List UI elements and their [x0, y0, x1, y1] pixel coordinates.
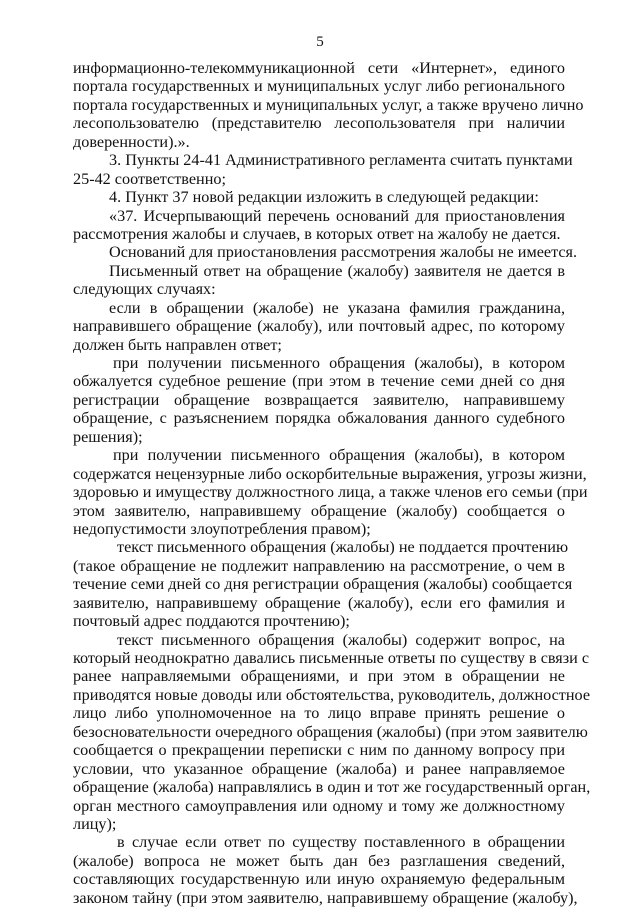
text-line: обжалуется судебное решение (при этом в течение семи дней со дня [73, 372, 565, 391]
text-line: если в обращении (жалобе) не указана фамилия гражданина, [109, 298, 565, 317]
text-line: обращение (жалоба) направлялись в один и тот же государственный орган, [73, 778, 591, 797]
text-line: лицу); [73, 814, 117, 833]
text-line: Письменный ответ на обращение (жалобу) заявителя не дается в [109, 261, 565, 280]
text-line: ранее направляемыми обращениями, и при этом в обращении не [73, 667, 565, 686]
text-line: доверенности).». [73, 132, 190, 151]
paragraph-case-secret [73, 833, 578, 907]
text-line: должен быть направлен ответ; [73, 335, 282, 354]
document-body [73, 59, 591, 907]
text-line: составляющих государственную или иную охраняемую федеральным [73, 870, 565, 889]
text-line: регистрации обращение возвращается заявителю, направившему [73, 390, 565, 409]
text-line: 4. Пункт 37 новой редакции изложить в следующей редакции: [109, 188, 539, 207]
text-line: недопустимости злоупотребления правом); [73, 519, 371, 538]
text-line: портала государственных и муниципальных услуг, а также вручено лично [73, 95, 584, 114]
text-line: лицо либо уполномоченное на то лицо вправе принять решение о [73, 704, 565, 723]
paragraph-case-court-decision [73, 354, 565, 446]
text-line: информационно-телекоммуникационной сети «Интернет», единого [73, 59, 565, 77]
text-line: этом заявителю, направившему обращение (жалобу) сообщается о [73, 501, 565, 520]
text-line: следующих случаях: [73, 280, 216, 299]
text-line: в случае если ответ по существу поставленного в обращении [117, 833, 565, 852]
text-line: текст письменного обращения (жалобы) не поддается прочтению [117, 538, 569, 557]
page-number: 5 [316, 34, 324, 50]
text-line: условии, что указанное обращение (жалоба) и ранее направляемое [73, 759, 565, 778]
text-line: здоровью и имуществу должностного лица, а также членов его семьи (при [73, 483, 588, 502]
paragraph-item-3 [73, 151, 573, 188]
text-line: рассмотрения жалобы и случаев, в которых ответ на жалобу не дается. [73, 224, 561, 243]
paragraph-case-offensive [73, 446, 588, 538]
text-line: Оснований для приостановления рассмотрения жалобы не имеется. [109, 243, 578, 262]
text-line: приводятся новые доводы или обстоятельства, руководитель, должностное [73, 685, 591, 704]
text-line: лесопользователю (представителю лесопользователя при наличии [73, 114, 565, 133]
text-line: сообщается о прекращении переписки с ним по данному вопросу при [73, 741, 565, 760]
text-line: 3. Пункты 24-41 Административного регламента считать пунктами [109, 151, 573, 170]
paragraph-written-answer [73, 262, 565, 299]
text-line: решения); [73, 427, 143, 446]
text-line: 25-42 соответственно; [73, 169, 226, 188]
text-line: при получении письменного обращения (жалобы), в котором [113, 446, 565, 465]
text-line: заявителю, направившему обращение (жалобу), если его фамилия и [73, 593, 565, 612]
paragraph-no-grounds [73, 243, 578, 262]
text-line: «37. Исчерпывающий перечень оснований для приостановления [109, 206, 565, 225]
paragraph-continuation [73, 59, 584, 151]
paragraph-case-repeated [73, 630, 591, 834]
text-line: безосновательности очередного обращения (жалобы) (при этом заявителю [73, 722, 588, 741]
text-line: обращение, с разъяснением порядка обжалования данного судебного [73, 409, 565, 428]
text-line: почтовый адрес поддаются прочтению); [73, 612, 350, 631]
text-line: законом тайну (при этом заявителю, направившему обращение (жалобу), [73, 888, 578, 907]
text-line: который неоднократно давались письменные ответы по существу в связи с [73, 649, 590, 667]
text-line: портала государственных и муниципальных услуг либо регионального [73, 77, 565, 96]
text-line: орган местного самоуправления или одному и тому же должностному [73, 796, 565, 815]
text-line: направившего обращение (жалобу), или почтовый адрес, по которому [73, 317, 565, 336]
text-line: текст письменного обращения (жалобы) содержит вопрос, на [117, 630, 565, 649]
text-line: течение семи дней со дня регистрации обращения (жалобы) сообщается [73, 575, 573, 594]
text-line: (такое обращение не подлежит направлению на рассмотрение, о чем в [73, 556, 565, 575]
paragraph-clause-37 [73, 207, 565, 244]
paragraph-case-unreadable [73, 538, 573, 631]
text-line: (жалобе) вопроса не может быть дан без разглашения сведений, [73, 851, 565, 870]
paragraph-case-no-name [73, 299, 565, 354]
text-line: содержатся нецензурные либо оскорбительные выражения, угрозы жизни, [73, 464, 587, 483]
text-line: при получении письменного обращения (жалобы), в котором [113, 354, 565, 372]
paragraph-item-4 [73, 188, 565, 206]
